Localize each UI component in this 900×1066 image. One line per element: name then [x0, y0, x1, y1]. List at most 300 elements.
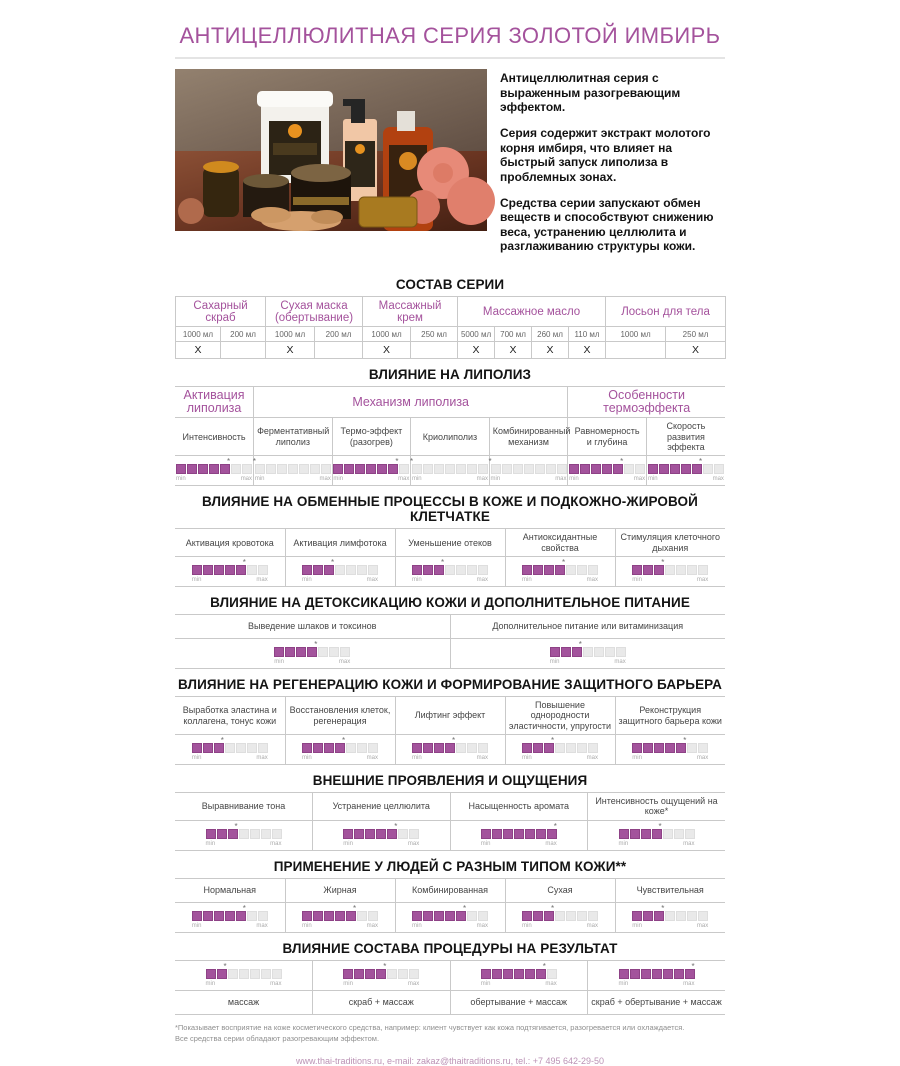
description-paragraph: Средства серии запускают обмен веществ и способствуют снижению веса, устранению целлюлита и разглаживанию структуры кожи.: [500, 195, 714, 254]
rating-bar: [412, 558, 488, 584]
rating-square-empty: [288, 464, 298, 474]
rating-square-filled: [514, 969, 524, 979]
rating-cell: [395, 735, 505, 765]
rating-cell: [175, 557, 285, 587]
rating-square-empty: [703, 464, 713, 474]
procedure-label: массаж: [175, 990, 313, 1014]
rating-marker: *: [661, 558, 665, 568]
criterion-label: Ферментативный липолиз: [254, 418, 333, 456]
product-name: Лосьон для тела: [606, 297, 726, 327]
rating-table-host: [175, 878, 725, 933]
rating-bar-row: [175, 456, 725, 486]
rating-square-filled: [536, 829, 546, 839]
max-label: max: [240, 476, 253, 483]
rating-marker: *: [691, 961, 695, 971]
section-external-effects: [175, 773, 725, 851]
rating-square-empty: [434, 464, 444, 474]
rating-square-empty: [588, 911, 598, 921]
criterion-label: Дополнительное питание или витаминизация: [450, 615, 725, 639]
rating-cell: [450, 960, 588, 990]
rating-marker: *: [220, 736, 224, 746]
rating-squares: [412, 743, 488, 753]
rating-square-empty: [357, 743, 367, 753]
rating-square-filled: [619, 969, 629, 979]
rating-squares: [522, 743, 598, 753]
group-header: Механизм липолиза: [254, 387, 568, 418]
rating-table-host: [175, 960, 725, 1015]
product-included-mark: [221, 342, 266, 359]
rating-square-empty: [555, 911, 565, 921]
rating-bar: [569, 457, 646, 483]
rating-square-empty: [663, 829, 673, 839]
rating-bar: [176, 457, 253, 483]
section-heading: ВЛИЯНИЕ НА ДЕТОКСИКАЦИЮ КОЖИ И ДОПОЛНИТЕЛЬНОЕ ПИТАНИЕ: [210, 595, 690, 611]
rating-square-filled: [355, 464, 365, 474]
rating-square-empty: [467, 565, 477, 575]
group-header-row: [175, 387, 725, 418]
rating-square-empty: [250, 969, 260, 979]
composition-table: [175, 296, 726, 359]
rating-square-empty: [557, 464, 567, 474]
infographic-page: [175, 0, 725, 1066]
min-label: min: [191, 577, 202, 584]
rating-square-filled: [591, 464, 601, 474]
rating-square-filled: [214, 911, 224, 921]
product-included-mark: X: [363, 342, 411, 359]
rating-marker: *: [488, 457, 492, 467]
rating-bar: [333, 457, 410, 483]
rating-square-empty: [239, 969, 249, 979]
rating-square-filled: [198, 464, 208, 474]
rating-square-filled: [214, 565, 224, 575]
rating-square-filled: [434, 743, 444, 753]
rating-square-empty: [674, 829, 684, 839]
rating-cell: [450, 639, 725, 669]
procedure-label: скраб + массаж: [313, 990, 451, 1014]
rating-square-filled: [423, 565, 433, 575]
rating-square-empty: [687, 743, 697, 753]
rating-square-empty: [258, 743, 268, 753]
max-label: max: [407, 840, 420, 847]
rating-square-empty: [247, 565, 257, 575]
rating-square-filled: [324, 911, 334, 921]
rating-square-filled: [313, 743, 323, 753]
rating-square-empty: [577, 565, 587, 575]
rating-squares: [192, 565, 268, 575]
rating-square-filled: [192, 565, 202, 575]
max-label: max: [614, 659, 626, 666]
rating-marker: *: [553, 821, 557, 831]
rating-square-empty: [577, 743, 587, 753]
rating-cell: [254, 456, 333, 486]
product-size: 250 мл: [411, 327, 458, 342]
rating-marker: *: [551, 736, 555, 746]
rating-square-filled: [522, 743, 532, 753]
rating-square-empty: [258, 565, 268, 575]
photo-pouch: [359, 197, 417, 227]
max-label: max: [270, 840, 282, 847]
criterion-label: Равномерность и глубина: [568, 418, 647, 456]
rating-square-filled: [681, 464, 691, 474]
rating-table-host: [175, 696, 725, 765]
product-included-mark: X: [495, 342, 532, 359]
rating-bar: [632, 558, 709, 584]
max-label: max: [586, 755, 598, 762]
rating-cell: [395, 557, 505, 587]
criteria-label-row: [175, 418, 725, 456]
rating-squares: [302, 911, 378, 921]
rating-square-filled: [503, 969, 513, 979]
rating-square-empty: [583, 647, 593, 657]
rating-square-filled: [602, 464, 612, 474]
max-label: max: [476, 922, 488, 929]
rating-squares: [302, 743, 378, 753]
rating-square-filled: [206, 969, 216, 979]
rating-square-empty: [467, 743, 477, 753]
rating-squares: [569, 464, 645, 474]
rating-bar: [343, 961, 420, 987]
rating-marker: *: [395, 457, 399, 467]
rating-marker: *: [331, 558, 335, 568]
criterion-label: Активация кровотока: [175, 529, 285, 557]
min-label: min: [205, 840, 216, 847]
rating-square-filled: [514, 829, 524, 839]
product-photo-illustration: [175, 69, 487, 231]
rating-squares: [255, 464, 331, 474]
rating-marker: *: [383, 961, 387, 971]
rating-cell: [285, 902, 395, 932]
rating-squares: [412, 565, 488, 575]
rating-square-filled: [522, 911, 532, 921]
max-label: max: [633, 476, 646, 483]
rating-square-filled: [503, 829, 513, 839]
max-label: max: [696, 922, 709, 929]
series-description: [500, 69, 725, 265]
rating-bar: [488, 457, 567, 483]
rating-square-empty: [321, 464, 331, 474]
rating-square-filled: [643, 565, 653, 575]
rating-square-filled: [533, 911, 543, 921]
rating-square-filled: [209, 464, 219, 474]
product-size: 1000 мл: [363, 327, 411, 342]
product-name-row: [176, 297, 726, 327]
rating-marker: *: [242, 558, 246, 568]
criteria-label-row: [175, 878, 725, 902]
rating-square-empty: [387, 969, 397, 979]
rating-square-filled: [533, 565, 543, 575]
rating-square-empty: [687, 911, 697, 921]
rating-marker: *: [683, 736, 687, 746]
rating-square-empty: [513, 464, 523, 474]
rating-marker: *: [698, 457, 703, 467]
composition-table-host: [175, 296, 725, 359]
criterion-label: Устранение целлюлита: [313, 793, 451, 821]
rating-square-empty: [357, 911, 367, 921]
criterion-label: Стимуляция клеточного дыхания: [615, 529, 725, 557]
rating-table-host: [175, 792, 725, 851]
footnote: *Показывает восприятие на коже косметического средства, например: клиент чувствует как кожа подтягивается, разогревается или охлаждается.: [175, 1022, 685, 1032]
rating-marker: *: [452, 736, 456, 746]
rating-square-filled: [354, 829, 364, 839]
max-label: max: [476, 476, 488, 483]
rating-square-filled: [296, 647, 306, 657]
rating-bar: [205, 961, 282, 987]
rating-squares: [522, 565, 598, 575]
rating-squares: [412, 464, 488, 474]
rating-square-empty: [594, 647, 604, 657]
criterion-label: Сухая: [505, 878, 615, 902]
max-label: max: [586, 577, 598, 584]
intro-block: [175, 69, 725, 265]
criterion-label: Выравнивание тона: [175, 793, 313, 821]
rating-cell: [175, 820, 313, 850]
rating-square-empty: [676, 911, 686, 921]
rating-square-empty: [456, 743, 466, 753]
rating-square-empty: [456, 565, 466, 575]
criterion-label: Нормальная: [175, 878, 285, 902]
rating-square-filled: [663, 969, 673, 979]
rating-squares: [192, 743, 268, 753]
rating-marker: *: [620, 457, 624, 467]
section-skin-types: [175, 859, 725, 933]
rating-squares: [176, 464, 252, 474]
rating-square-empty: [478, 743, 488, 753]
product-included-mark: X: [532, 342, 569, 359]
rating-bar-row: [175, 735, 725, 765]
rating-square-empty: [714, 464, 724, 474]
min-label: min: [569, 476, 579, 483]
rating-bar: [618, 821, 695, 847]
rating-cell: [588, 820, 726, 850]
rating-marker: *: [394, 821, 398, 831]
rating-square-filled: [285, 647, 295, 657]
rating-square-empty: [478, 911, 488, 921]
max-label: max: [256, 922, 268, 929]
rating-square-filled: [365, 969, 375, 979]
rating-square-filled: [412, 743, 422, 753]
rating-square-empty: [277, 464, 287, 474]
rating-squares: [481, 829, 557, 839]
rating-bar: [412, 736, 488, 762]
rating-cell: [285, 735, 395, 765]
rating-cell: [568, 456, 647, 486]
rating-cell: [450, 820, 588, 850]
min-label: min: [618, 980, 629, 987]
product-included-mark: [606, 342, 666, 359]
rating-square-filled: [192, 743, 202, 753]
rating-square-filled: [492, 969, 502, 979]
rating-marker: *: [314, 640, 318, 650]
rating-cell: [175, 639, 450, 669]
rating-cell: [175, 902, 285, 932]
rating-marker: *: [252, 457, 256, 467]
min-label: min: [522, 922, 532, 929]
group-header: Активация липолиза: [175, 387, 254, 418]
rating-bar: [480, 961, 557, 987]
rating-squares: [632, 565, 708, 575]
product-size: 1000 мл: [266, 327, 315, 342]
max-label: max: [407, 980, 420, 987]
section-composition: [175, 277, 725, 359]
rating-square-empty: [398, 969, 408, 979]
rating-square-empty: [236, 743, 246, 753]
rating-squares: [192, 911, 268, 921]
rating-square-empty: [456, 464, 466, 474]
rating-bar: [480, 821, 557, 847]
product-size: 200 мл: [315, 327, 363, 342]
criterion-label: Насыщенность аромата: [450, 793, 588, 821]
criterion-label: Восстановления клеток, регенерация: [285, 697, 395, 735]
rating-marker: *: [223, 961, 227, 971]
rating-bar-row: [175, 820, 725, 850]
criterion-label: Криолиполиз: [411, 418, 490, 456]
max-label: max: [256, 755, 268, 762]
rating-square-empty: [566, 565, 576, 575]
rating-square-empty: [255, 464, 265, 474]
product-size: 5000 мл: [458, 327, 495, 342]
rating-square-empty: [398, 829, 408, 839]
rating-bar: [412, 903, 488, 929]
rating-square-filled: [412, 565, 422, 575]
rating-square-filled: [365, 829, 375, 839]
rating-marker: *: [578, 640, 582, 650]
rating-squares: [206, 969, 282, 979]
rating-square-empty: [409, 829, 419, 839]
rating-bar-row: [175, 557, 725, 587]
rating-square-filled: [492, 829, 502, 839]
rating-cell: [332, 456, 414, 486]
rating-square-empty: [231, 464, 241, 474]
rating-marker: *: [542, 961, 546, 971]
rating-square-empty: [665, 911, 675, 921]
rating-square-empty: [687, 565, 697, 575]
rating-bar: [647, 457, 724, 483]
rating-bar: [191, 903, 268, 929]
section-metabolic: [175, 494, 725, 587]
rating-square-filled: [192, 911, 202, 921]
min-label: min: [411, 476, 422, 483]
criterion-label: Активация лимфотока: [285, 529, 395, 557]
rating-marker: *: [242, 903, 246, 913]
max-label: max: [683, 840, 695, 847]
rating-square-filled: [641, 969, 651, 979]
rating-square-empty: [698, 565, 708, 575]
max-label: max: [476, 577, 488, 584]
rating-square-filled: [302, 565, 312, 575]
max-label: max: [256, 577, 268, 584]
min-label: min: [302, 755, 312, 762]
min-label: min: [618, 840, 629, 847]
product-size: 260 мл: [532, 327, 569, 342]
rating-squares: [648, 464, 724, 474]
rating-square-filled: [343, 969, 353, 979]
rating-square-filled: [313, 565, 323, 575]
criterion-label: Термо-эффект (разогрев): [332, 418, 411, 456]
rating-table-host: [175, 528, 725, 587]
product-name: Сахарный скраб: [176, 297, 266, 327]
rating-square-empty: [318, 647, 328, 657]
rating-square-filled: [333, 464, 343, 474]
rating-cell: [175, 456, 254, 486]
min-label: min: [412, 755, 422, 762]
rating-marker: *: [551, 903, 555, 913]
rating-square-filled: [203, 743, 213, 753]
rating-square-filled: [652, 969, 662, 979]
rating-bar: [632, 736, 709, 762]
rating-marker: *: [342, 736, 346, 746]
section-heading: ПРИМЕНЕНИЕ У ЛЮДЕЙ С РАЗНЫМ ТИПОМ КОЖИ**: [273, 858, 627, 874]
rating-square-filled: [335, 911, 345, 921]
rating-square-filled: [324, 743, 334, 753]
rating-squares: [343, 969, 419, 979]
rating-square-filled: [632, 911, 642, 921]
rating-square-filled: [665, 743, 675, 753]
rating-square-empty: [467, 911, 477, 921]
criterion-label: Выработка эластина и коллагена, тонус кожи: [175, 697, 285, 735]
min-label: min: [302, 922, 312, 929]
rating-square-filled: [423, 911, 433, 921]
rating-square-filled: [670, 464, 680, 474]
rating-cell: [175, 735, 285, 765]
product-size: 700 мл: [495, 327, 532, 342]
max-label: max: [555, 476, 567, 483]
footnotes: [175, 1023, 725, 1045]
product-name: Сухая маска (обертывание): [266, 297, 363, 327]
rating-cell: [505, 735, 615, 765]
rating-square-empty: [685, 829, 695, 839]
rating-square-empty: [491, 464, 501, 474]
product-included-mark: X: [458, 342, 495, 359]
rating-square-empty: [605, 647, 615, 657]
min-label: min: [343, 840, 353, 847]
max-label: max: [366, 922, 378, 929]
rating-square-filled: [225, 911, 235, 921]
rating-squares: [274, 647, 350, 657]
rating-cell: [505, 902, 615, 932]
rating-square-filled: [377, 464, 387, 474]
rating-square-empty: [524, 464, 534, 474]
rating-square-filled: [569, 464, 579, 474]
rating-square-empty: [502, 464, 512, 474]
criterion-label: Скорость развития эффекта: [646, 418, 725, 456]
rating-square-filled: [354, 969, 364, 979]
rating-square-empty: [577, 911, 587, 921]
rating-square-empty: [247, 911, 257, 921]
rating-square-empty: [546, 464, 556, 474]
rating-cell: [615, 557, 725, 587]
rating-square-empty: [412, 464, 422, 474]
rating-square-empty: [272, 829, 282, 839]
rating-square-filled: [434, 911, 444, 921]
section-heading: ВЛИЯНИЕ НА ЛИПОЛИЗ: [368, 367, 532, 383]
rating-square-filled: [187, 464, 197, 474]
section-heading: ВЛИЯНИЕ НА РЕГЕНЕРАЦИЮ КОЖИ И ФОРМИРОВАНИЕ ЗАЩИТНОГО БАРЬЕРА: [178, 677, 722, 693]
rating-cell: [285, 557, 395, 587]
product-included-mark: [315, 342, 363, 359]
rating-square-empty: [409, 969, 419, 979]
rating-square-empty: [566, 743, 576, 753]
rating-square-empty: [423, 464, 433, 474]
rating-squares: [412, 911, 488, 921]
rating-square-empty: [242, 464, 252, 474]
rating-square-empty: [357, 565, 367, 575]
product-size: 200 мл: [221, 327, 266, 342]
rating-bar-row: [175, 960, 725, 990]
rating-bar: [191, 736, 268, 762]
rating-table: [175, 878, 725, 933]
rating-square-empty: [445, 565, 455, 575]
criterion-label: Интенсивность: [175, 418, 254, 456]
